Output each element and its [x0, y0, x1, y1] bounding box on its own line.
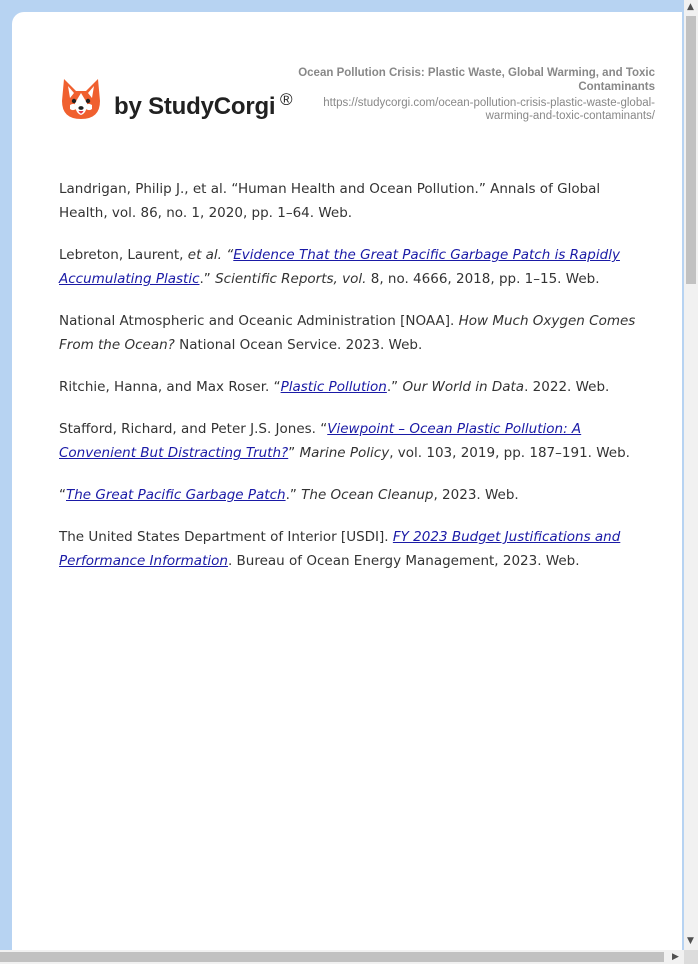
reference-source: The Ocean Cleanup — [301, 487, 434, 503]
reference-details: , 2023. Web. — [433, 487, 519, 503]
reference-link[interactable]: FY 2023 Budget Justifications and Performance Information — [59, 529, 621, 569]
vertical-scroll-thumb[interactable] — [686, 16, 696, 284]
reference-details: , vol. 103, 2019, pp. 187–191. Web. — [389, 445, 630, 461]
reference-authors: National Atmospheric and Oceanic Administration [NOAA]. — [59, 313, 459, 329]
reference-text: Landrigan, Philip J., et al. “Human Health and Ocean Pollution.” Annals of Global Health, vol. 86, no. 1, 2020, pp. 1–64. Web. — [59, 181, 601, 221]
reference-list — [59, 177, 649, 591]
brand-name: by StudyCorgi — [114, 93, 276, 120]
reference-link[interactable]: Evidence That the Great Pacific Garbage Patch is Rapidly Accumulating Plastic — [59, 247, 620, 287]
quote-open: “ — [59, 487, 66, 503]
reference-details: 8, no. 4666, 2018, pp. 1–15. Web. — [366, 271, 600, 287]
reference-item — [59, 177, 649, 225]
reference-details: . 2022. Web. — [524, 379, 610, 395]
scroll-up-icon[interactable]: ▲ — [687, 2, 694, 12]
reference-source: Our World in Data — [402, 379, 525, 395]
reference-item — [59, 483, 649, 507]
quote-open: “ — [221, 247, 234, 263]
reference-details: National Ocean Service. 2023. Web. — [174, 337, 423, 353]
reference-authors: Ritchie, Hanna, and Max Roser. “ — [59, 379, 281, 395]
scroll-down-icon[interactable]: ▼ — [687, 936, 694, 946]
reference-authors: The United States Department of Interior [USDI]. — [59, 529, 393, 545]
quote-close: .” — [199, 271, 216, 287]
reference-title: How Much Oxygen Comes From the Ocean? — [59, 313, 636, 353]
vertical-scrollbar[interactable] — [684, 0, 698, 950]
reference-source: Scientific Reports, vol. — [215, 271, 367, 287]
document-url[interactable]: https://studycorgi.com/ocean-pollution-crisis-plastic-waste-global-warming-and-toxic-contaminants/ — [323, 97, 655, 122]
document-page — [12, 12, 682, 950]
horizontal-scrollbar[interactable] — [0, 950, 684, 964]
reference-item — [59, 525, 649, 573]
corgi-logo-icon — [61, 77, 101, 121]
scrollbar-corner — [684, 950, 698, 964]
reference-source: Marine Policy — [299, 445, 390, 461]
scroll-right-icon[interactable]: ▶ — [672, 952, 679, 962]
reference-item — [59, 243, 649, 291]
reference-item — [59, 417, 649, 465]
quote-close: .” — [386, 379, 403, 395]
quote-close: ” — [288, 445, 300, 461]
reference-etal: et al. — [187, 247, 222, 263]
reference-item — [59, 309, 649, 357]
reference-link[interactable]: Viewpoint – Ocean Plastic Pollution: A Convenient But Distracting Truth? — [59, 421, 582, 461]
registered-mark: ® — [280, 90, 293, 109]
document-title: Ocean Pollution Crisis: Plastic Waste, Global Warming, and Toxic Contaminants — [298, 67, 655, 93]
reference-authors: Stafford, Richard, and Peter J.S. Jones. “ — [59, 421, 328, 437]
reference-link[interactable]: Plastic Pollution — [280, 379, 387, 395]
reference-link[interactable]: The Great Pacific Garbage Patch — [66, 487, 286, 503]
quote-close: .” — [285, 487, 302, 503]
reference-details: . Bureau of Ocean Energy Management, 2023. Web. — [227, 553, 580, 569]
horizontal-scroll-thumb[interactable] — [0, 952, 664, 962]
studycorgi-logo[interactable] — [61, 76, 311, 136]
reference-item — [59, 375, 649, 399]
reference-authors: Lebreton, Laurent, — [59, 247, 188, 263]
